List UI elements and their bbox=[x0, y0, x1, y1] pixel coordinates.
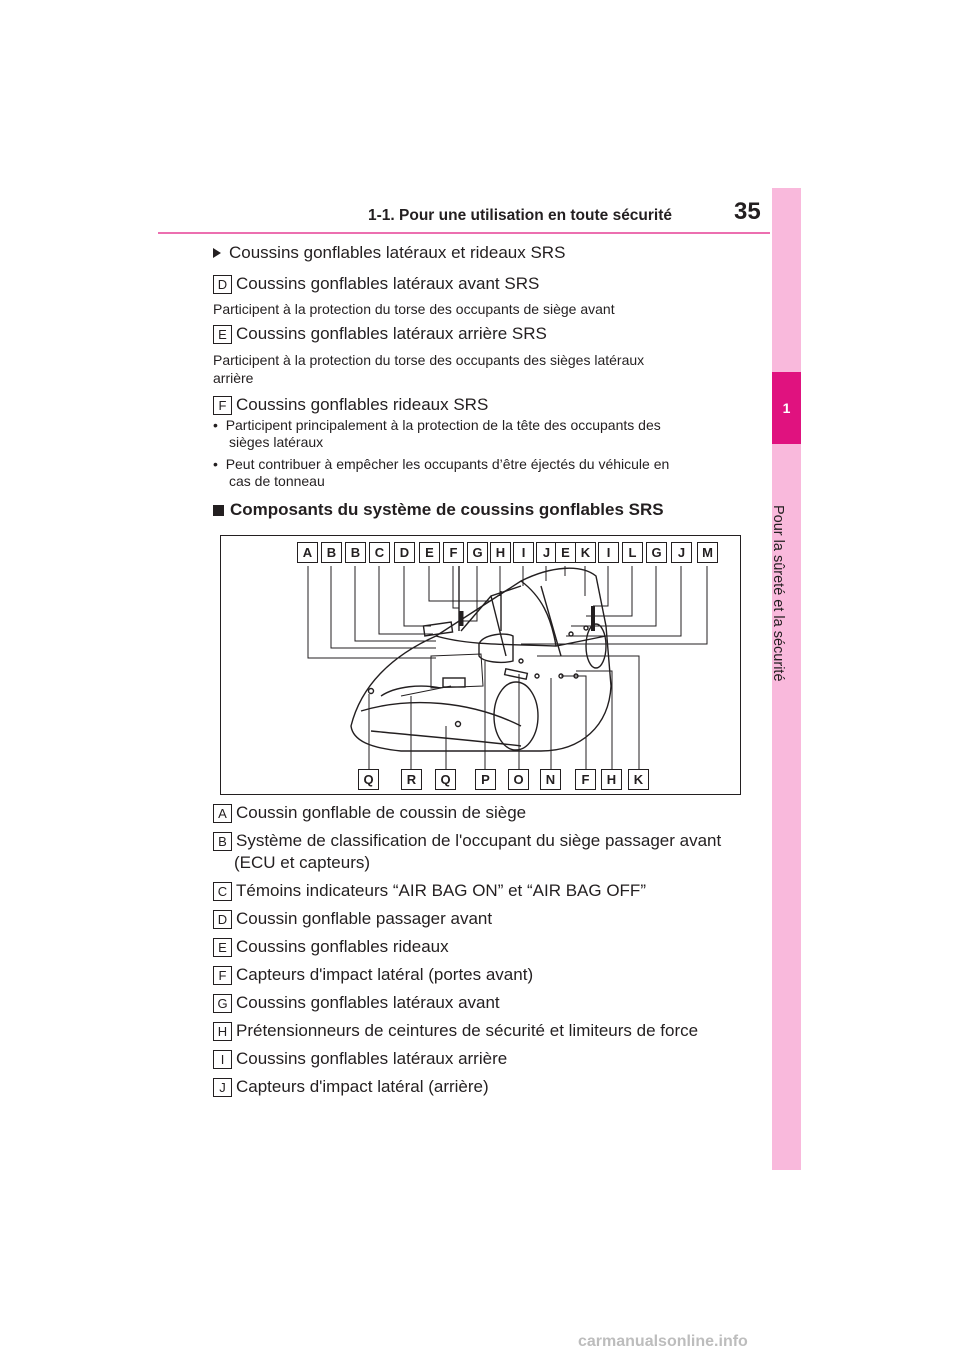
callout-label: F bbox=[575, 769, 596, 790]
callout-label: B bbox=[345, 542, 366, 563]
callout-label: M bbox=[697, 542, 718, 563]
callout-label: I bbox=[513, 542, 534, 563]
car-illustration bbox=[221, 536, 740, 794]
callout-label: G bbox=[467, 542, 488, 563]
callout-label: A bbox=[297, 542, 318, 563]
callout-label: F bbox=[443, 542, 464, 563]
callout-label: H bbox=[490, 542, 511, 563]
legend-item-j: J Capteurs d'impact latéral (arrière) bbox=[213, 1077, 489, 1097]
legend-item-a: A Coussin gonflable de coussin de siège bbox=[213, 803, 526, 823]
legend-item-c: C Témoins indicateurs “AIR BAG ON” et “AIR BAG OFF” bbox=[213, 881, 646, 901]
callout-label: E bbox=[419, 542, 440, 563]
watermark: carmanualsonline.info bbox=[578, 1333, 748, 1350]
item-e-desc-1: Participent à la protection du torse des occupants des sièges latéraux bbox=[213, 352, 645, 368]
item-f-bullet-1: • Participent principalement à la protection de la tête des occupants des sièges latéraux bbox=[213, 417, 661, 450]
callout-label: I bbox=[598, 542, 619, 563]
legend-item-i: I Coussins gonflables latéraux arrière bbox=[213, 1049, 507, 1069]
letter-box: C bbox=[213, 882, 232, 901]
callout-label: O bbox=[508, 769, 529, 790]
callout-label: J bbox=[671, 542, 692, 563]
callout-label: Q bbox=[358, 769, 379, 790]
letter-box: G bbox=[213, 994, 232, 1013]
letter-box: J bbox=[213, 1078, 232, 1097]
chapter-label: Pour la sûreté et la sécurité bbox=[770, 505, 786, 682]
header-title: 1-1. Pour une utilisation en toute sécurité bbox=[368, 207, 673, 224]
item-e-title: E Coussins gonflables latéraux arrière SRS bbox=[213, 324, 547, 344]
item-f-bullet-2: • Peut contribuer à empêcher les occupants d’être éjectés du véhicule en cas de tonneau bbox=[213, 456, 670, 489]
legend-item-g: G Coussins gonflables latéraux avant bbox=[213, 993, 500, 1013]
callout-label: K bbox=[575, 542, 596, 563]
callout-label: Q bbox=[435, 769, 456, 790]
callout-label: N bbox=[540, 769, 561, 790]
letter-box: F bbox=[213, 396, 232, 415]
letter-box: H bbox=[213, 1022, 232, 1041]
callout-label: E bbox=[555, 542, 576, 563]
legend-item-f: F Capteurs d'impact latéral (portes avant) bbox=[213, 965, 533, 985]
letter-box: D bbox=[213, 275, 232, 294]
callout-label: L bbox=[622, 542, 643, 563]
callout-label: J bbox=[536, 542, 557, 563]
square-bullet-icon bbox=[213, 505, 224, 516]
page-number: 35 bbox=[734, 198, 761, 225]
letter-box: E bbox=[213, 325, 232, 344]
airbag-components-figure bbox=[220, 535, 741, 795]
callout-label: C bbox=[369, 542, 390, 563]
callout-label: B bbox=[321, 542, 342, 563]
intro-heading: Coussins gonflables latéraux et rideaux SRS bbox=[213, 243, 565, 263]
item-e-desc-2: arrière bbox=[213, 370, 254, 386]
letter-box: A bbox=[213, 804, 232, 823]
letter-box: D bbox=[213, 910, 232, 929]
header-rule bbox=[158, 232, 770, 234]
legend-item-d: D Coussin gonflable passager avant bbox=[213, 909, 492, 929]
callout-label: K bbox=[628, 769, 649, 790]
item-f-title: F Coussins gonflables rideaux SRS bbox=[213, 395, 488, 415]
legend-item-b-cont: (ECU et capteurs) bbox=[234, 853, 371, 872]
callout-label: H bbox=[601, 769, 622, 790]
callout-label: R bbox=[401, 769, 422, 790]
section-title: Composants du système de coussins gonflables SRS bbox=[213, 500, 664, 520]
chapter-number: 1 bbox=[772, 372, 801, 444]
item-d-title: D Coussins gonflables latéraux avant SRS bbox=[213, 274, 539, 294]
triangle-bullet-icon bbox=[213, 248, 221, 258]
letter-box: B bbox=[213, 832, 232, 851]
legend-item-b: B Système de classification de l'occupant du siège passager avant bbox=[213, 831, 721, 851]
callout-label: D bbox=[394, 542, 415, 563]
legend-item-h: H Prétensionneurs de ceintures de sécurité et limiteurs de force bbox=[213, 1021, 698, 1041]
callout-label: P bbox=[475, 769, 496, 790]
letter-box: I bbox=[213, 1050, 232, 1069]
item-d-desc: Participent à la protection du torse des occupants de siège avant bbox=[213, 301, 615, 317]
letter-box: F bbox=[213, 966, 232, 985]
callout-label: G bbox=[646, 542, 667, 563]
legend-item-e: E Coussins gonflables rideaux bbox=[213, 937, 449, 957]
letter-box: E bbox=[213, 938, 232, 957]
